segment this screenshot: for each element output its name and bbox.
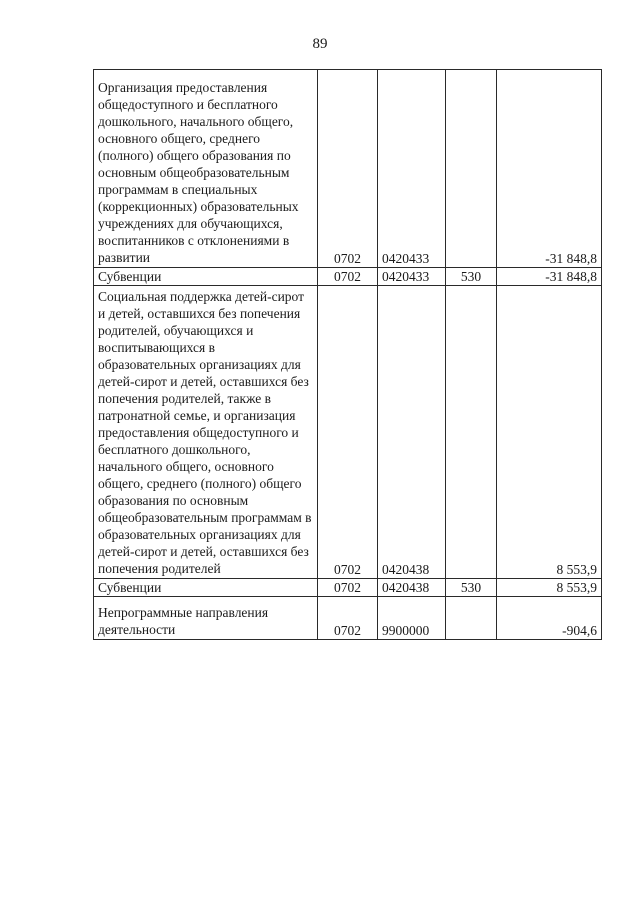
expense-type-code bbox=[446, 286, 497, 579]
expense-type-code: 530 bbox=[446, 268, 497, 286]
page-number: 89 bbox=[312, 36, 328, 52]
row-name: Организация предоставления общедоступного и бесплатного дошкольного, начального общего, основного общего, среднего (полного) общего образования по основным общеобразовательным программам в специальных (коррекционных) образовательных учреждениях для обучающихся, воспитанников с отклонениями в развитии bbox=[98, 80, 299, 265]
table-row bbox=[94, 597, 602, 640]
budget-table bbox=[93, 69, 602, 640]
amount: -904,6 bbox=[497, 597, 602, 640]
row-name: Непрограммные направления деятельности bbox=[98, 605, 269, 637]
expense-type-code: 530 bbox=[446, 579, 497, 597]
row-name: Субвенции bbox=[94, 268, 318, 286]
target-article-code: 0420438 bbox=[378, 286, 446, 579]
section-code: 0702 bbox=[318, 286, 378, 579]
expense-type-code bbox=[446, 597, 497, 640]
table-row bbox=[94, 286, 602, 579]
target-article-code: 0420438 bbox=[378, 579, 446, 597]
amount: -31 848,8 bbox=[497, 268, 602, 286]
expense-type-code bbox=[446, 70, 497, 268]
row-name: Социальная поддержка детей-сирот и детей, оставшихся без попечения родителей, обучающихся и воспитывающихся в образовательных организациях для детей-сирот и детей, оставшихся без попечения родителей, также в патронатной семье, и организация предоставления общедоступного и бесплатного дошкольного, начального общего, основного общего, среднего (полного) общего образования по основным общеобразовательным программам в образовательных организациях для детей-сирот и детей, оставшихся без попечения родителей bbox=[98, 289, 312, 576]
row-name-cell bbox=[94, 286, 318, 579]
target-article-code: 9900000 bbox=[378, 597, 446, 640]
table-row bbox=[94, 70, 602, 268]
amount: -31 848,8 bbox=[497, 70, 602, 268]
row-name: Субвенции bbox=[94, 579, 318, 597]
amount: 8 553,9 bbox=[497, 286, 602, 579]
section-code: 0702 bbox=[318, 70, 378, 268]
section-code: 0702 bbox=[318, 268, 378, 286]
table-row bbox=[94, 268, 602, 286]
target-article-code: 0420433 bbox=[378, 268, 446, 286]
section-code: 0702 bbox=[318, 597, 378, 640]
row-name-cell bbox=[94, 70, 318, 268]
row-name-cell bbox=[94, 597, 318, 640]
table-row bbox=[94, 579, 602, 597]
section-code: 0702 bbox=[318, 579, 378, 597]
amount: 8 553,9 bbox=[497, 579, 602, 597]
target-article-code: 0420433 bbox=[378, 70, 446, 268]
